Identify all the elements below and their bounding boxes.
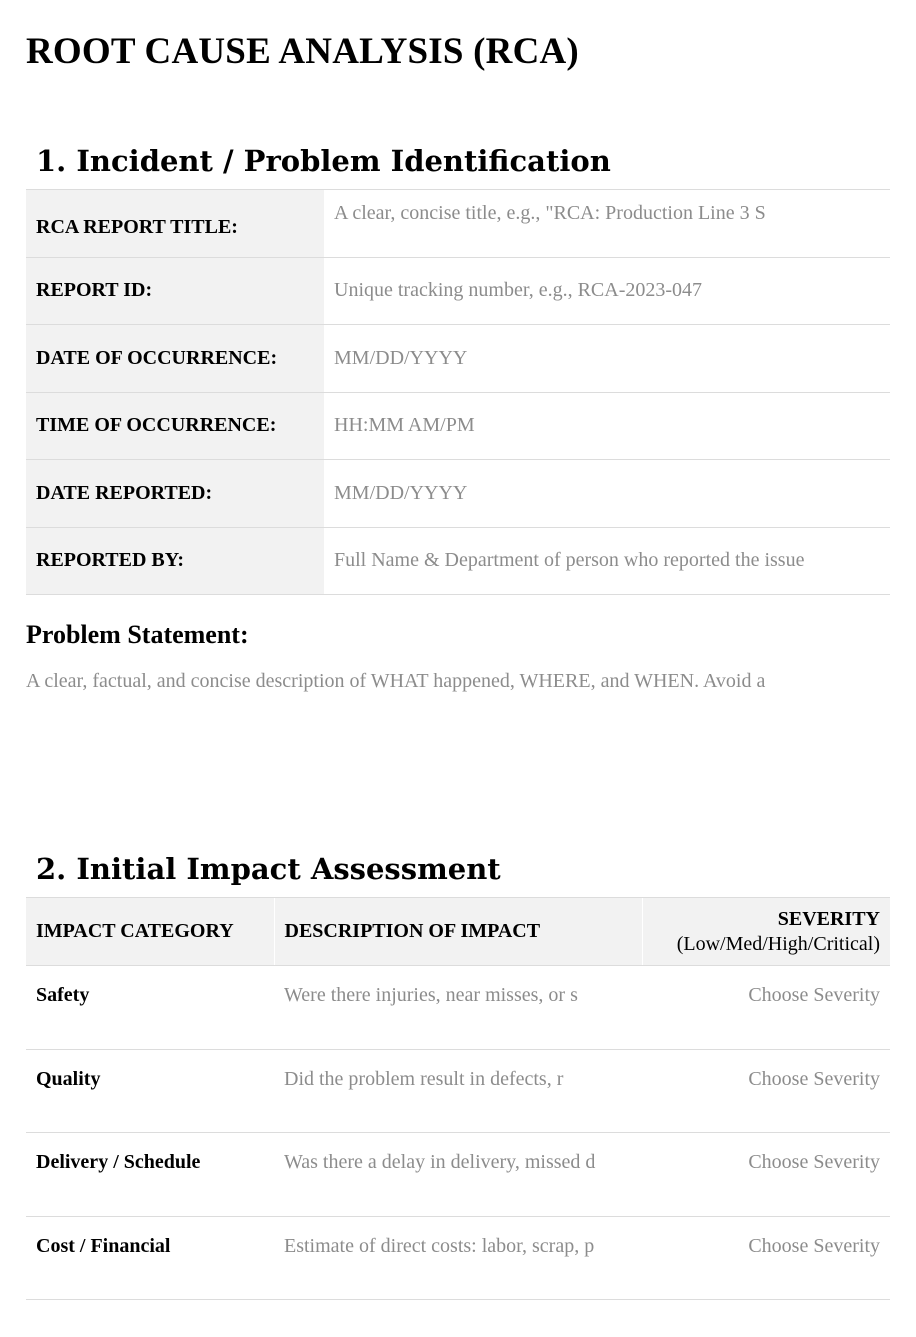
field-label: RCA REPORT TITLE:: [26, 190, 324, 258]
table-row: [26, 257, 890, 325]
field-label: REPORT ID:: [26, 257, 324, 325]
table-row: [26, 966, 890, 1050]
table-row: [26, 460, 890, 528]
date-of-occurrence-field[interactable]: MM/DD/YYYY: [324, 325, 890, 393]
table-row: [26, 527, 890, 595]
impact-description-field[interactable]: Was there a delay in delivery, missed d: [274, 1133, 642, 1217]
problem-statement-field[interactable]: A clear, factual, and concise description of WHAT happened, WHERE, and WHEN. Avoid a: [26, 670, 766, 692]
column-header-severity: [642, 898, 890, 966]
identification-table: [26, 189, 890, 595]
reported-by-field[interactable]: Full Name & Department of person who reported the issue: [324, 527, 890, 595]
table-header-row: [26, 898, 890, 966]
rca-report-title-field[interactable]: A clear, concise title, e.g., "RCA: Production Line 3 S: [324, 190, 890, 258]
report-id-field[interactable]: Unique tracking number, e.g., RCA-2023-047: [324, 257, 890, 325]
impact-category: Delivery / Schedule: [26, 1133, 274, 1217]
impact-category: Safety: [26, 966, 274, 1050]
section-2-heading: 2. Initial Impact Assessment: [36, 852, 501, 886]
problem-statement-label: Problem Statement:: [26, 620, 249, 649]
severity-scale-label: (Low/Med/High/Critical): [676, 932, 880, 955]
impact-description-field[interactable]: Estimate of direct costs: labor, scrap, p: [274, 1216, 642, 1300]
impact-category: Quality: [26, 1049, 274, 1133]
table-row: [26, 190, 890, 258]
field-label: DATE REPORTED:: [26, 460, 324, 528]
table-row: [26, 1133, 890, 1217]
document-title: ROOT CAUSE ANALYSIS (RCA): [26, 31, 579, 72]
field-label: REPORTED BY:: [26, 527, 324, 595]
severity-select[interactable]: Choose Severity: [642, 1133, 890, 1217]
impact-category: Cost / Financial: [26, 1216, 274, 1300]
severity-select[interactable]: Choose Severity: [642, 1049, 890, 1133]
column-header-description: DESCRIPTION OF IMPACT: [274, 898, 642, 966]
severity-select[interactable]: Choose Severity: [642, 1216, 890, 1300]
impact-assessment-table: [26, 897, 890, 1300]
section-1-heading: 1. Incident / Problem Identification: [36, 144, 611, 178]
table-row: [26, 392, 890, 460]
table-row: [26, 1049, 890, 1133]
impact-description-field[interactable]: Were there injuries, near misses, or s: [274, 966, 642, 1050]
table-row: [26, 325, 890, 393]
field-label: TIME OF OCCURRENCE:: [26, 392, 324, 460]
severity-select[interactable]: Choose Severity: [642, 966, 890, 1050]
severity-header-label: SEVERITY: [777, 907, 880, 930]
column-header-category: IMPACT CATEGORY: [26, 898, 274, 966]
impact-description-field[interactable]: Did the problem result in defects, r: [274, 1049, 642, 1133]
time-of-occurrence-field[interactable]: HH:MM AM/PM: [324, 392, 890, 460]
field-label: DATE OF OCCURRENCE:: [26, 325, 324, 393]
table-row: [26, 1216, 890, 1300]
date-reported-field[interactable]: MM/DD/YYYY: [324, 460, 890, 528]
